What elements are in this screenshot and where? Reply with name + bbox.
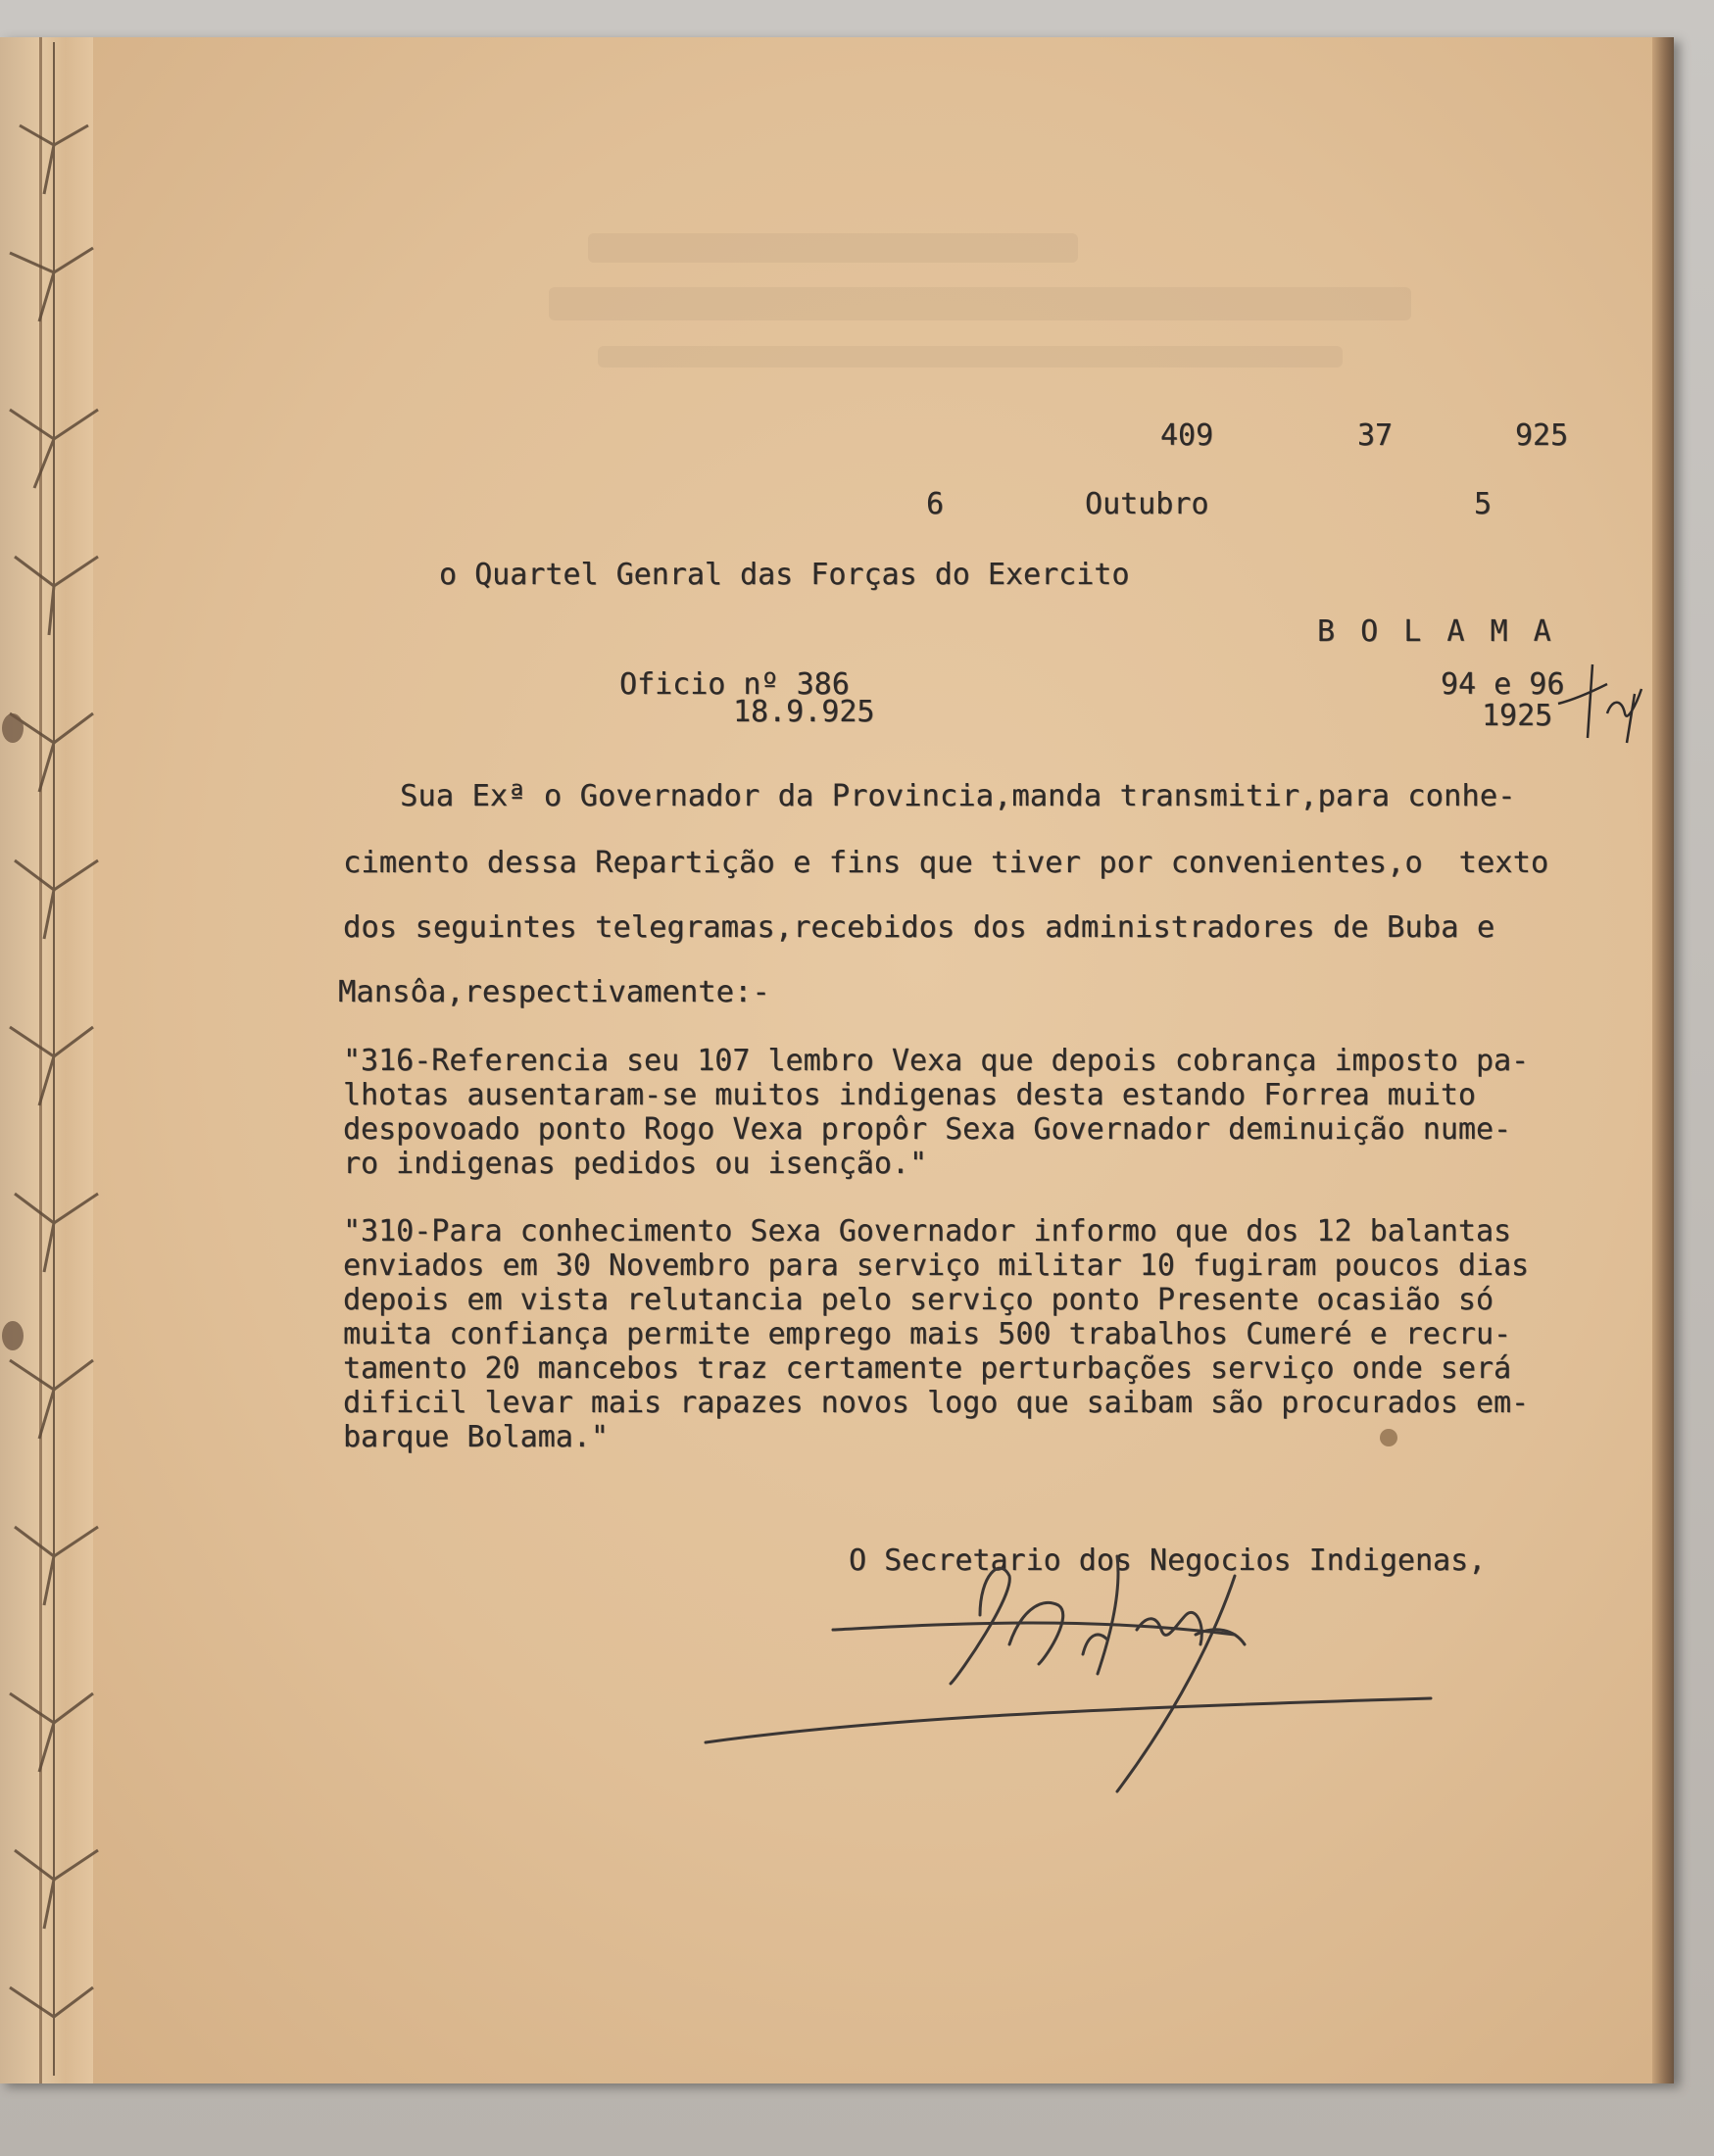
handwritten-annotation — [1548, 645, 1666, 753]
telegram-310-line: barque Bolama." — [343, 1420, 609, 1454]
ink-stain — [1380, 1429, 1397, 1446]
telegram-310-line: "310-Para conhecimento Sexa Governador informo que dos 12 balantas — [343, 1214, 1512, 1249]
faint-letterhead-line — [549, 287, 1411, 320]
telegram-310-line: depois em vista relutancia pelo serviço ponto Presente ocasião só — [343, 1283, 1494, 1317]
binding-stitches — [0, 37, 108, 2083]
punch-hole — [2, 1321, 24, 1350]
telegram-310-line: tamento 20 mancebos traz certamente perturbações serviço onde será — [343, 1351, 1512, 1386]
handwritten-signature — [686, 1537, 1470, 1850]
telegram-310-line: dificil levar mais rapazes novos logo que saibam são procurados em- — [343, 1386, 1530, 1420]
faint-letterhead-line — [598, 346, 1343, 368]
signatory-title: O Secretario dos Negocios Indigenas, — [849, 1544, 1487, 1578]
faint-letterhead-line — [588, 233, 1078, 263]
reference-409: 409 — [1160, 418, 1214, 453]
reference-37: 37 — [1357, 418, 1394, 453]
reference-year: 1925 — [1482, 699, 1553, 733]
page-edge — [1652, 37, 1674, 2083]
telegram-310-line: muita confiança permite emprego mais 500 trabalhos Cumeré e recru- — [343, 1317, 1512, 1351]
body-line: dos seguintes telegramas,recebidos dos administradores de Buba e — [343, 910, 1495, 945]
body-line: cimento dessa Repartição e fins que tiver por convenientes,o texto — [343, 846, 1549, 880]
reference-5: 5 — [1474, 487, 1493, 521]
date-month: Outubro — [1085, 487, 1209, 521]
recipient-line: o Quartel Genral das Forças do Exercito — [439, 558, 1130, 592]
oficio-number: Oficio nº 386 — [619, 667, 850, 702]
date-day: 6 — [926, 487, 945, 521]
reference-94-96: 94 e 96 — [1441, 667, 1565, 702]
telegram-316-line: lhotas ausentaram-se muitos indigenas desta estando Forrea muito — [343, 1078, 1476, 1112]
punch-hole — [2, 713, 24, 743]
oficio-date: 18.9.925 — [733, 695, 875, 729]
telegram-316-line: ro indigenas pedidos ou isenção." — [343, 1147, 928, 1181]
telegram-310-line: enviados em 30 Novembro para serviço militar 10 fugiram poucos dias — [343, 1249, 1530, 1283]
reference-925: 925 — [1515, 418, 1569, 453]
telegram-316-line: "316-Referencia seu 107 lembro Vexa que depois cobrança imposto pa- — [343, 1044, 1530, 1078]
city-bolama: B O L A M A — [1317, 614, 1555, 649]
body-line: Mansôa,respectivamente:- — [338, 975, 770, 1009]
telegram-316-line: despovoado ponto Rogo Vexa propôr Sexa Governador deminuição nume- — [343, 1112, 1512, 1147]
document-page — [0, 37, 1674, 2083]
body-line: Sua Exª o Governador da Provincia,manda transmitir,para conhe- — [400, 779, 1516, 813]
